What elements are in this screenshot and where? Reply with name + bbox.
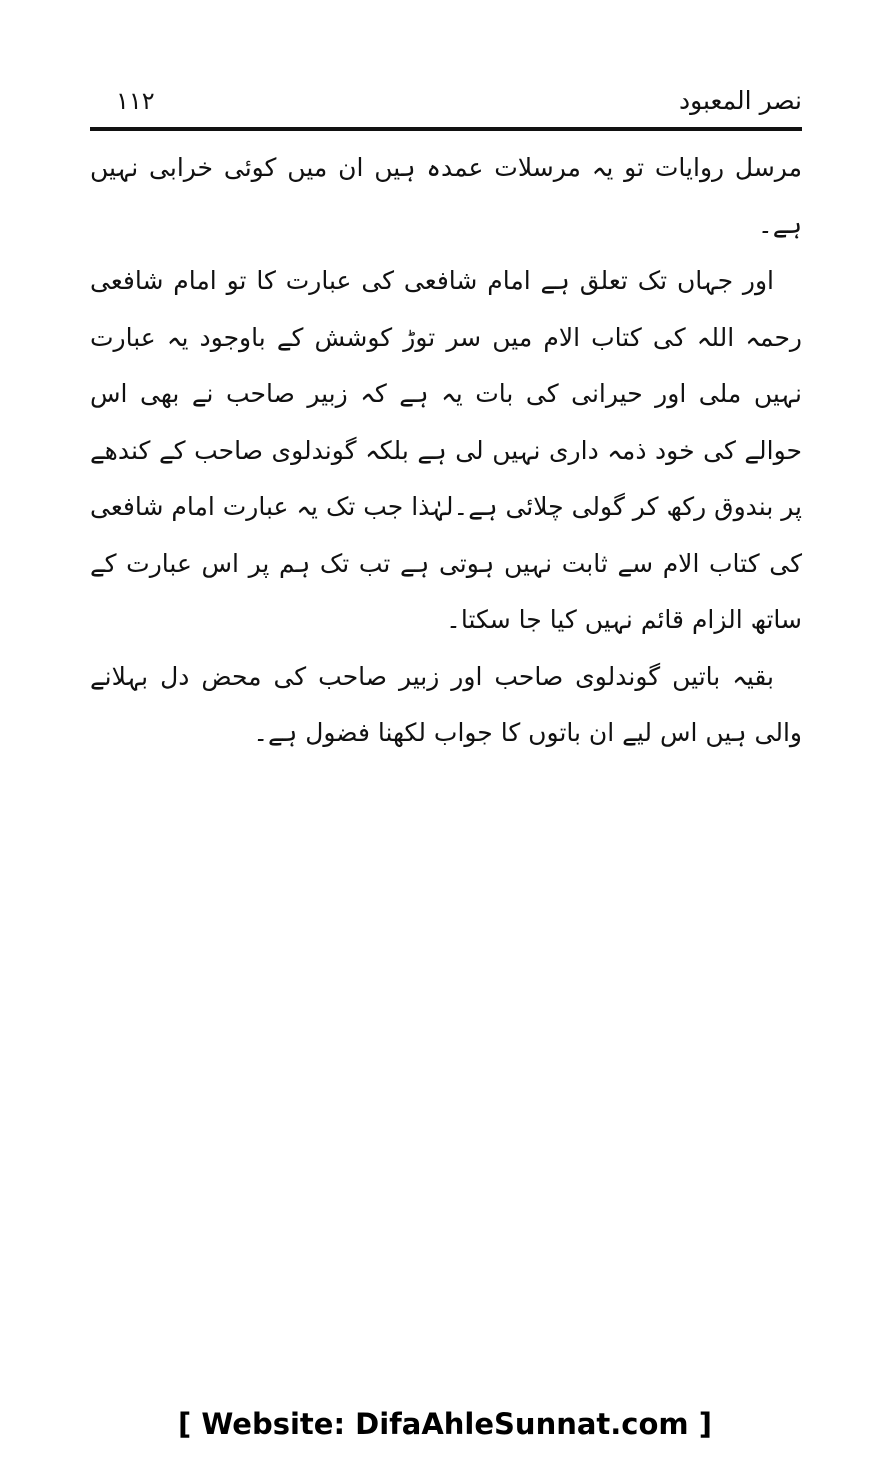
paragraph-mursal: مرسل روایات تو یہ مرسلات عمدہ ہیں ان میں کوئی خرابی نہیں ہے۔	[90, 153, 802, 239]
body-text	[90, 140, 802, 762]
header-rule	[90, 127, 802, 131]
running-header	[90, 78, 802, 122]
website-footer: [ Website: DifaAhleSunnat.com ]	[177, 1407, 712, 1441]
page-number: ١١٢	[116, 87, 155, 115]
paragraph-remaining: بقیہ باتیں گوندلوی صاحب اور زبیر صاحب کی محض دل بہلانے والی ہیں اس لیے ان باتوں کا جواب لکھنا فضول ہے۔	[90, 661, 802, 747]
book-title: نصر المعبود	[678, 86, 802, 115]
paragraph-imam-shafii: اور جہاں تک تعلق ہے امام شافعی کی عبارت کا تو امام شافعی رحمہ اللہ کی کتاب الام میں سر توڑ کوشش کے باوجود یہ عبارت نہیں ملی اور حیرانی کی بات یہ ہے کہ زبیر صاحب نے بھی اس حوالے کی خود ذمہ داری نہیں لی ہے بلکہ گوندلوی صاحب کے کندھے پر بندوق رکھ کر گولی چلائی ہے۔لہٰذا جب تک یہ عبارت امام شافعی کی کتاب الام سے ثابت نہیں ہوتی ہے تب تک ہم پر اس عبارت کے ساتھ الزام قائم نہیں کیا جا سکتا۔	[90, 266, 802, 634]
